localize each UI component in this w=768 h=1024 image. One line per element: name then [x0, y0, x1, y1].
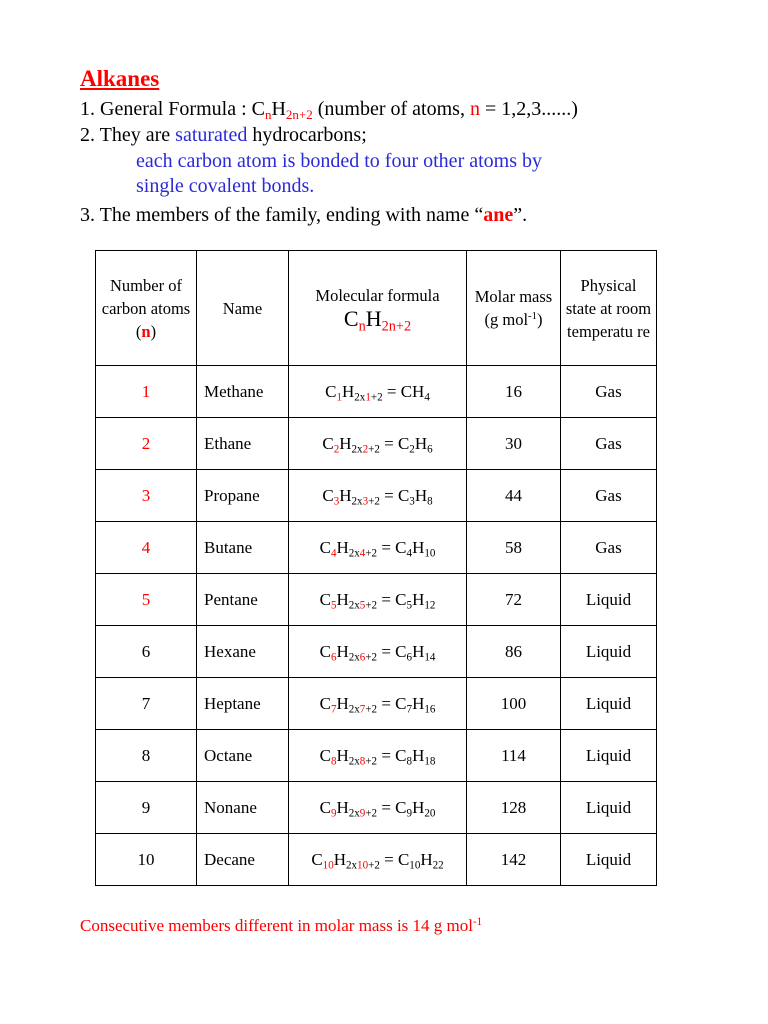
- table-row: [96, 366, 657, 418]
- table-header-row: [96, 251, 657, 366]
- table-row: [96, 678, 657, 730]
- cell-carbon-count: 7: [96, 678, 197, 730]
- cell-carbon-count: 5: [96, 574, 197, 626]
- cell-carbon-count: 6: [96, 626, 197, 678]
- table-row: [96, 418, 657, 470]
- cell-physical-state: Liquid: [561, 626, 657, 678]
- cell-molar-mass: 100: [467, 678, 561, 730]
- cell-physical-state: Liquid: [561, 574, 657, 626]
- cell-molar-mass: 30: [467, 418, 561, 470]
- cell-formula: $C_8H_{2x8+2} = C_8H_{18}$: [289, 730, 467, 782]
- cell-name: Propane: [197, 470, 289, 522]
- cell-physical-state: Gas: [561, 470, 657, 522]
- cell-molar-mass: 128: [467, 782, 561, 834]
- table-row: [96, 834, 657, 886]
- cell-physical-state: Gas: [561, 366, 657, 418]
- cell-physical-state: Liquid: [561, 730, 657, 782]
- cell-molar-mass: 142: [467, 834, 561, 886]
- header-molecular-formula: Molecular formula $C_nH_{2n+2}$: [289, 251, 467, 366]
- point-saturated-detail-2: single covalent bonds.: [136, 175, 315, 197]
- cell-physical-state: Liquid: [561, 782, 657, 834]
- cell-name: Octane: [197, 730, 289, 782]
- cell-name: Hexane: [197, 626, 289, 678]
- cell-name: Decane: [197, 834, 289, 886]
- cell-molar-mass: 16: [467, 366, 561, 418]
- cell-carbon-count: 1: [96, 366, 197, 418]
- cell-formula: $C_6H_{2x6+2} = C_6H_{14}$: [289, 626, 467, 678]
- cell-formula: $C_4H_{2x4+2} = C_4H_{10}$: [289, 522, 467, 574]
- cell-molar-mass: 114: [467, 730, 561, 782]
- cell-carbon-count: 10: [96, 834, 197, 886]
- cell-physical-state: Gas: [561, 418, 657, 470]
- table-row: [96, 730, 657, 782]
- molar-mass-note: Consecutive members different in molar mass is 14 g mol$^{-1}$: [80, 915, 483, 935]
- header-carbon-atoms: Number of carbon atoms (n): [96, 251, 197, 366]
- header-physical-state: Physical state at room temperatu re: [561, 251, 657, 366]
- cell-carbon-count: 9: [96, 782, 197, 834]
- cell-formula: $C_7H_{2x7+2} = C_7H_{16}$: [289, 678, 467, 730]
- cell-carbon-count: 8: [96, 730, 197, 782]
- cell-name: Methane: [197, 366, 289, 418]
- table-row: [96, 782, 657, 834]
- cell-carbon-count: 4: [96, 522, 197, 574]
- cell-molar-mass: 86: [467, 626, 561, 678]
- cell-name: Nonane: [197, 782, 289, 834]
- table-row: [96, 626, 657, 678]
- cell-physical-state: Gas: [561, 522, 657, 574]
- cell-formula: $C_3H_{2x3+2} = C_3H_8$: [289, 470, 467, 522]
- table-row: [96, 574, 657, 626]
- cell-carbon-count: 2: [96, 418, 197, 470]
- table-row: [96, 470, 657, 522]
- cell-physical-state: Liquid: [561, 834, 657, 886]
- table-row: [96, 522, 657, 574]
- cell-formula: $C_2H_{2x2+2} = C_2H_6$: [289, 418, 467, 470]
- header-molar-mass: Molar mass (g mol$^{-1}$): [467, 251, 561, 366]
- cell-formula: $C_1H_{2x1+2} = CH_4$: [289, 366, 467, 418]
- cell-physical-state: Liquid: [561, 678, 657, 730]
- cell-molar-mass: 72: [467, 574, 561, 626]
- page-title: Alkanes: [80, 66, 160, 91]
- alkanes-table: [95, 250, 657, 886]
- point-general-formula: 1. General Formula : $C_nH_{2n+2}$ (number of atoms, n = 1,2,3......): [80, 98, 578, 122]
- cell-carbon-count: 3: [96, 470, 197, 522]
- point-saturated: 2. They are saturated hydrocarbons;: [80, 124, 367, 146]
- cell-name: Pentane: [197, 574, 289, 626]
- point-saturated-detail-1: each carbon atom is bonded to four other atoms by: [136, 150, 542, 172]
- cell-formula: $C_{10}H_{2x10+2} = C_{10}H_{22}$: [289, 834, 467, 886]
- point-naming: 3. The members of the family, ending with name “ane”.: [80, 204, 528, 226]
- cell-formula: $C_9H_{2x9+2} = C_9H_{20}$: [289, 782, 467, 834]
- cell-molar-mass: 44: [467, 470, 561, 522]
- cell-molar-mass: 58: [467, 522, 561, 574]
- cell-name: Heptane: [197, 678, 289, 730]
- cell-name: Ethane: [197, 418, 289, 470]
- cell-formula: $C_5H_{2x5+2} = C_5H_{12}$: [289, 574, 467, 626]
- header-name: Name: [197, 251, 289, 366]
- cell-name: Butane: [197, 522, 289, 574]
